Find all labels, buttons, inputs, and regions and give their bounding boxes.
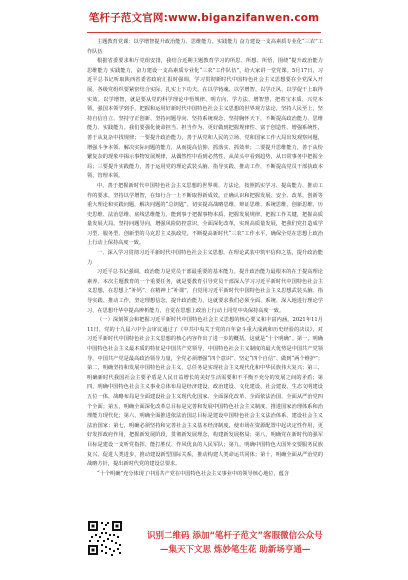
paragraph: “十个明确”充分体现了中国共产党在中国特色社会主义事业中的领导核心地位，蕴含 (97, 470, 290, 477)
paragraph: 根据省委要求和厅党组安排，我结合近期主题教育学习的所思、所想、所悟，围绕“提升政治能力 思维能力 实践能力，奋力建设一支高素质专业化“三农”工作队伍”，给大家讲一堂党课。5月17日，习近平总书记听取陕西省委省政府汇报时强调，学习贯彻新时代中国特色社会主义思想要在全党深入开展，各级党组织要紧密结合实际，扎实上下功夫，在以学铸魂、以学增智、以学正风、以学促干上取得实效。以学增智，就是要从党的科学理论中悟规律、明方向、学方法、增智慧，把着宝本质、兴党本领，强国本领学到手，把握和运用好新时代中国特色社会主义思想的世界观方法论，坚持人民至上、坚持自信自立、坚持守正创新、坚持问题导向、坚持系统观念、坚持胸怀天下，不断提高政治能力、思维能力、实践能力。我们要强化使命担当、担当作为，更好做到把握规律性、富于创造性、增强系统性，善于从复杂中找规律；一要提升政治能力，善于从党和人民的立场、党和国家工作大局出发观察问题，增强斗争本领、解决实际问题的能力，从而提高信仰、抓落实、抓效率；二要提升思维能力，善于从纷繁复杂的现象中揭示事物发展规律，从偶然性中看到必然性，从苗头中看到趋势，从日常事务中把握全局；三要提升实践能力，善于运用党的理论武装头脑、指导实践、推动工作，不断提高党员干部执政本领、管理本领。 (87, 58, 323, 180)
document-subtitle: 主题教育党课：以学增智提升政治能力、思维能力、实践能力 奋力建设一支高素质专业化“三农”工作队伍 (87, 39, 323, 55)
section-heading: 一、深入学习贯彻习近平新时代中国特色社会主义思想，在理论武装中筑牢信仰之基，提升政治能力 (87, 250, 323, 266)
site-title[interactable]: 笔杆子范文官网:www.biganzifanwen.com (88, 12, 320, 24)
header (0, 0, 408, 40)
qr-code-graphic (87, 520, 123, 556)
header-divider (87, 32, 321, 33)
footer-line-2: —集天下文思 炼妙笔生花 助新场亨通— (160, 545, 311, 555)
footer-line-1: 识别二维码 添加“笔杆子范文”客服微信公众号 (147, 531, 323, 541)
paragraph: （一）深刻领会和把握习近平新时代中国特色社会主义思想的核心要义和丰富内涵。2021年11月11日，党的十九届六中全会审议通过了《中共中央关于党的百年奋斗重大成就和历史经验的决议》，对习近平新时代中国特色社会主义思想的核心内容作出了进一步的概括。这就是“十个明确”。第一，明确中国特色社会主义最本质的特征是中国共产党领导，中国特色社会主义制度的最大优势是中国共产党领导，中国共产党是最高政治领导力量，全党必须增强“四个意识”、坚定“四个自信”、做到“两个维护”；第二，明确坚持和发展中国特色社会主义，总任务是实现社会主义现代化和中华民族伟大复兴；第三，明确新时代我国社会主要矛盾是人民日益增长的美好生活需要和不平衡不充分的发展之间的矛盾；第四，明确中国特色社会主义事业总体布局是经济建设、政治建设、文化建设、社会建设、生态文明建设五位一体，战略布局是全面建设社会主义现代化国家、全面深化改革、全面依法治国、全面从严治党四个全面；第五，明确全面深化改革总目标是完善和发展中国特色社会主义制度、推进国家治理体系和治理能力现代化；第六，明确全面推进依法治国总目标是建设中国特色社会主义法治体系、建设社会主义法治国家；第七，明确必须坚持和完善社会主义基本经济制度，使市场在资源配置中起决定性作用，更好发挥政府作用，把握新发展阶段，贯彻新发展理念，构建新发展格局；第八，明确党在新时代的强军目标是建设一支听党指挥、能打胜仗、作风优良的人民军队；第九，明确中国特色大国外交要服务民族复兴、促进人类进步，推动建设新型国际关系，推动构建人类命运共同体；第十，明确全面从严治党的战略方针，提出新时代党的建设总要求。 (87, 317, 323, 468)
document-body (87, 38, 323, 514)
footer (87, 520, 323, 560)
paragraph: 习近平总书记强调，政治能力是党员干部最重要的基本能力。提升政治能力最根本的在于提高理论素养。本次主题教育的一个重要任务，就是要教育引导党员干部深入学习习近平新时代中国特色社会主义思想，在思想上“补钙”、在精神上“补课”，自觉用习近平新时代中国特色社会主义思想武装头脑、指导实践、推动工作，坚定理想信念，提升政治能力，这就要求我们必须全面、系统、深入地进行理论学习，在思想升华中提高辨析能力，自觉在思想上政治上行动上同党中央保持高度一致。 (87, 269, 323, 314)
paragraph: 中，善于把握新时代中国特色社会主义思想的世界观、方法论，按照抓实学习、提高能力、推动工作的要求，坚持以学增智，在知行合一上不断取得新成效。正确认识和把握发展、安全、改革、创新等重大理论和实践问题，解决问题的“总钥匙”。切实提高战略思维、辩证思维、系统思维、创新思维、历史思维、法治思维、底线思维能力，能到事于把握事物本质、把握发展规律、把握工作关键，把握高质量发展大局。坚持问题导向，增强风险防控意识，全面深化改革，实现高质量发展，把我们党打造成学习型、服务型、创新型的马克思主义执政党，不断提高新时代“三农”工作水平，确保全党在思想上政治上行动上保持高度一致。 (87, 182, 323, 247)
qr-code-icon[interactable] (87, 520, 123, 556)
